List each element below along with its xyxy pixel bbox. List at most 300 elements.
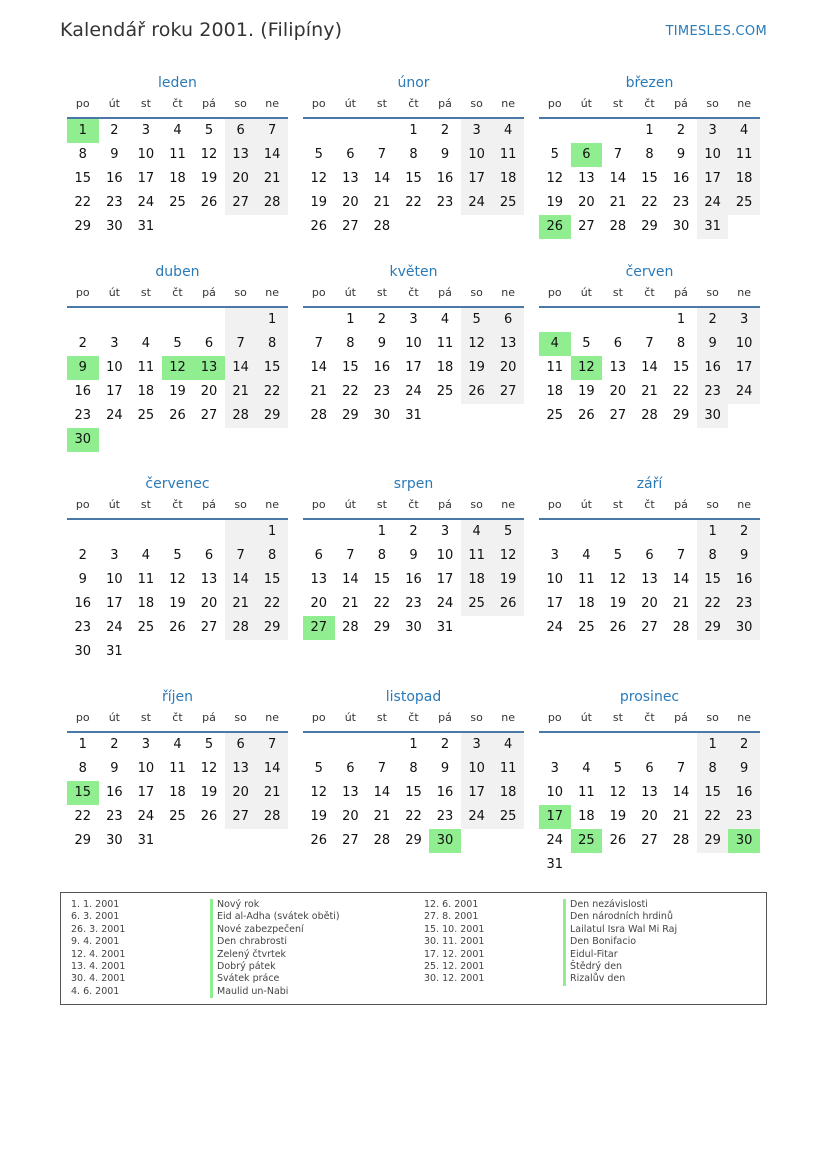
day-cell: 23 — [436, 195, 454, 210]
day-cell: 23 — [436, 809, 454, 824]
day-grid — [67, 119, 288, 239]
empty-cell — [492, 616, 524, 640]
day-cell: 7 — [225, 332, 257, 356]
weekday-label: so — [470, 498, 483, 511]
weekday-header — [67, 282, 288, 308]
day-cell: 23 — [106, 809, 123, 824]
legend-dates-left — [71, 899, 125, 998]
legend-holiday-name: Zelený čtvrtek — [210, 949, 340, 961]
empty-cell — [398, 215, 430, 239]
empty-cell — [429, 404, 461, 428]
day-cell: 12 — [162, 356, 194, 380]
empty-cell — [225, 428, 257, 452]
empty-cell — [162, 308, 194, 332]
day-cell: 16 — [697, 356, 729, 380]
weekday-label: čt — [172, 498, 183, 511]
empty-cell — [130, 308, 162, 332]
day-cell: 19 — [200, 171, 218, 186]
legend-holiday-name: Štědrý den — [563, 961, 677, 973]
day-cell: 19 — [169, 596, 186, 611]
day-cell: 13 — [578, 171, 595, 186]
weekday-label: pá — [438, 286, 452, 299]
legend-date: 15. 10. 2001 — [424, 923, 485, 935]
empty-cell — [571, 853, 603, 877]
day-cell: 11 — [546, 360, 564, 375]
day-cell: 6 — [204, 336, 214, 351]
day-cell: 30 — [429, 829, 461, 853]
day-cell: 17 — [137, 171, 155, 186]
day-cell: 7 — [377, 761, 387, 776]
day-grid — [539, 119, 760, 239]
day-cell: 4 — [539, 332, 571, 356]
weekday-label: út — [580, 286, 592, 299]
day-cell: 8 — [346, 336, 355, 351]
weekday-label: so — [234, 498, 247, 511]
weekday-label: čt — [644, 97, 655, 110]
weekday-label: ne — [737, 711, 752, 724]
weekday-label: pá — [202, 711, 216, 724]
day-cell: 23 — [728, 805, 760, 829]
day-cell: 27 — [342, 833, 359, 848]
day-cell: 9 — [110, 147, 119, 162]
day-cell: 8 — [256, 544, 288, 568]
weekday-header — [539, 282, 760, 308]
empty-cell — [303, 733, 335, 757]
holiday-legend — [60, 892, 767, 1005]
day-cell: 22 — [672, 384, 690, 399]
day-cell: 27 — [641, 620, 658, 635]
weekday-label: pá — [438, 711, 452, 724]
weekday-label: ne — [265, 711, 280, 724]
weekday-label: st — [376, 286, 387, 299]
day-cell: 2 — [78, 548, 87, 563]
day-cell: 10 — [106, 572, 123, 587]
weekday-label: út — [344, 97, 356, 110]
day-cell: 28 — [373, 219, 391, 234]
weekday-label: út — [580, 97, 592, 110]
day-cell: 11 — [728, 143, 760, 167]
day-cell: 28 — [672, 620, 690, 635]
weekday-label: st — [612, 711, 623, 724]
day-cell: 24 — [546, 620, 564, 635]
day-cell: 22 — [342, 384, 359, 399]
weekday-label: pá — [674, 286, 688, 299]
day-cell: 21 — [609, 195, 627, 210]
weekday-label: út — [108, 97, 120, 110]
day-cell: 30 — [106, 219, 123, 234]
day-cell: 29 — [74, 219, 92, 234]
day-cell: 13 — [609, 360, 627, 375]
day-cell: 6 — [645, 548, 654, 563]
day-cell: 17 — [137, 785, 155, 800]
day-cell: 29 — [672, 408, 690, 423]
day-cell: 3 — [110, 336, 119, 351]
empty-cell — [539, 308, 571, 332]
weekday-label: út — [344, 286, 356, 299]
day-cell: 11 — [436, 336, 454, 351]
legend-holiday-name: Den národních hrdinů — [563, 911, 677, 923]
day-grid — [303, 308, 524, 428]
day-cell: 2 — [110, 737, 119, 752]
day-cell: 1 — [409, 123, 418, 138]
empty-cell — [162, 428, 194, 452]
legend-holiday-name: Eid al-Adha (svátek oběti) — [210, 911, 340, 923]
day-cell: 9 — [440, 761, 450, 776]
empty-cell — [492, 404, 524, 428]
day-cell: 16 — [106, 171, 123, 186]
day-cell: 21 — [256, 167, 288, 191]
day-cell: 30 — [728, 616, 760, 640]
empty-cell — [634, 520, 666, 544]
day-cell: 26 — [310, 219, 328, 234]
page-title: Kalendář roku 2001. (Filipíny) — [60, 19, 343, 41]
day-cell: 2 — [78, 336, 87, 351]
day-cell: 4 — [440, 312, 450, 327]
month-name: červen — [625, 264, 674, 280]
day-cell: 11 — [169, 761, 186, 776]
legend-dates-right — [424, 899, 484, 986]
day-cell: 7 — [377, 147, 387, 162]
day-cell: 6 — [225, 119, 257, 143]
day-cell: 10 — [546, 572, 564, 587]
day-cell: 23 — [672, 195, 690, 210]
weekday-label: pá — [674, 97, 688, 110]
day-cell: 11 — [461, 544, 493, 568]
weekday-label: pá — [438, 97, 452, 110]
day-cell: 25 — [436, 384, 454, 399]
empty-cell — [571, 119, 603, 143]
day-cell: 19 — [578, 384, 595, 399]
day-cell: 9 — [110, 761, 119, 776]
weekday-header — [303, 494, 524, 520]
weekday-label: po — [75, 97, 90, 110]
empty-cell — [571, 733, 603, 757]
day-cell: 21 — [373, 809, 391, 824]
day-cell: 22 — [74, 195, 92, 210]
day-cell: 27 — [492, 380, 524, 404]
day-cell: 8 — [78, 761, 87, 776]
weekday-label: so — [234, 97, 247, 110]
month-6 — [539, 262, 760, 428]
day-cell: 14 — [342, 572, 359, 587]
legend-date: 12. 6. 2001 — [424, 899, 479, 910]
day-cell: 9 — [728, 757, 760, 781]
day-cell: 7 — [676, 548, 686, 563]
legend-holiday-name: Maulid un-Nabi — [210, 986, 340, 998]
weekday-label: pá — [674, 711, 688, 724]
day-cell: 10 — [697, 143, 729, 167]
empty-cell — [665, 853, 697, 877]
day-cell: 8 — [377, 548, 387, 563]
day-cell: 2 — [440, 123, 450, 138]
day-cell: 3 — [550, 761, 559, 776]
day-cell: 3 — [550, 548, 559, 563]
day-cell: 30 — [697, 404, 729, 428]
month-3 — [539, 73, 760, 239]
day-cell: 25 — [571, 829, 603, 853]
day-cell: 15 — [67, 781, 99, 805]
legend-date: 25. 12. 2001 — [424, 960, 485, 972]
legend-holiday-name: Nový rok — [210, 899, 340, 911]
weekday-label: po — [75, 286, 90, 299]
day-cell: 8 — [78, 147, 87, 162]
month-2 — [303, 73, 524, 239]
day-cell: 4 — [173, 737, 182, 752]
month-1 — [67, 73, 288, 239]
day-cell: 19 — [200, 785, 218, 800]
brand-link[interactable]: TIMESLES.COM — [665, 24, 767, 39]
weekday-header — [303, 707, 524, 733]
day-cell: 17 — [436, 572, 454, 587]
empty-cell — [225, 215, 257, 239]
day-cell: 8 — [697, 544, 729, 568]
day-cell: 18 — [169, 785, 186, 800]
weekday-label: út — [108, 498, 120, 511]
day-cell: 26 — [200, 195, 218, 210]
day-cell: 13 — [641, 572, 658, 587]
empty-cell — [130, 640, 162, 664]
day-cell: 13 — [342, 785, 359, 800]
day-cell: 25 — [546, 408, 564, 423]
day-cell: 15 — [697, 781, 729, 805]
day-cell: 17 — [728, 356, 760, 380]
day-cell: 21 — [672, 596, 690, 611]
weekday-header — [67, 93, 288, 119]
legend-date: 17. 12. 2001 — [424, 948, 485, 960]
day-cell: 7 — [346, 548, 355, 563]
day-cell: 15 — [641, 171, 658, 186]
weekday-header — [539, 93, 760, 119]
day-cell: 3 — [461, 119, 493, 143]
legend-date: 6. 3. 2001 — [71, 911, 120, 923]
weekday-label: po — [75, 711, 90, 724]
day-cell: 12 — [310, 785, 328, 800]
day-cell: 11 — [137, 360, 155, 375]
empty-cell — [225, 640, 257, 664]
day-cell: 12 — [200, 761, 218, 776]
day-cell: 12 — [169, 572, 186, 587]
day-cell: 25 — [169, 809, 186, 824]
legend-holiday-name: Lailatul Isra Wal Mi Raj — [563, 924, 677, 936]
day-grid — [539, 520, 760, 640]
day-cell: 5 — [204, 737, 214, 752]
day-cell: 8 — [676, 336, 686, 351]
legend-date: 30. 11. 2001 — [424, 936, 485, 948]
day-cell: 6 — [346, 761, 355, 776]
day-cell: 2 — [110, 123, 119, 138]
empty-cell — [461, 404, 493, 428]
day-cell: 30 — [67, 428, 99, 452]
day-cell: 6 — [571, 143, 603, 167]
day-grid — [67, 520, 288, 664]
day-cell: 13 — [342, 171, 359, 186]
weekday-label: čt — [408, 286, 419, 299]
day-cell: 10 — [728, 332, 760, 356]
day-cell: 15 — [342, 360, 359, 375]
day-cell: 8 — [409, 761, 418, 776]
weekday-label: so — [706, 498, 719, 511]
day-cell: 23 — [373, 384, 391, 399]
day-cell: 16 — [74, 596, 92, 611]
day-cell: 21 — [225, 380, 257, 404]
day-cell: 28 — [256, 805, 288, 829]
legend-holiday-name: Nové zabezpečení — [210, 924, 340, 936]
day-grid — [303, 520, 524, 640]
day-cell: 20 — [641, 809, 658, 824]
day-cell: 14 — [609, 171, 627, 186]
day-cell: 24 — [728, 380, 760, 404]
day-cell: 6 — [314, 548, 323, 563]
empty-cell — [461, 215, 493, 239]
month-name: září — [636, 476, 663, 492]
empty-cell — [67, 520, 99, 544]
day-cell: 26 — [492, 592, 524, 616]
day-cell: 11 — [169, 147, 186, 162]
day-cell: 18 — [137, 384, 155, 399]
day-cell: 7 — [676, 761, 686, 776]
day-cell: 11 — [578, 785, 595, 800]
day-cell: 10 — [137, 147, 155, 162]
day-cell: 27 — [200, 620, 218, 635]
day-cell: 8 — [645, 147, 654, 162]
day-cell: 21 — [225, 592, 257, 616]
empty-cell — [492, 829, 524, 853]
empty-cell — [492, 215, 524, 239]
day-cell: 3 — [409, 312, 418, 327]
day-cell: 8 — [697, 757, 729, 781]
weekday-label: st — [376, 711, 387, 724]
day-cell: 26 — [539, 215, 571, 239]
empty-cell — [665, 733, 697, 757]
empty-cell — [602, 308, 634, 332]
day-cell: 21 — [672, 809, 690, 824]
legend-names-right — [563, 899, 677, 986]
day-cell: 28 — [225, 616, 257, 640]
day-cell: 12 — [609, 572, 627, 587]
day-cell: 26 — [609, 620, 627, 635]
empty-cell — [335, 520, 367, 544]
day-cell: 7 — [256, 733, 288, 757]
day-cell: 23 — [74, 620, 92, 635]
empty-cell — [539, 520, 571, 544]
day-cell: 28 — [310, 408, 328, 423]
empty-cell — [335, 119, 367, 143]
day-cell: 15 — [405, 785, 422, 800]
day-cell: 20 — [578, 195, 595, 210]
weekday-label: so — [706, 711, 719, 724]
month-name: leden — [158, 75, 197, 91]
day-cell: 24 — [106, 408, 123, 423]
day-cell: 5 — [613, 761, 623, 776]
day-cell: 20 — [492, 356, 524, 380]
empty-cell — [256, 640, 288, 664]
weekday-label: po — [311, 97, 326, 110]
legend-holiday-name: Dobrý pátek — [210, 961, 340, 973]
day-cell: 29 — [74, 833, 92, 848]
day-cell: 1 — [256, 308, 288, 332]
day-cell: 30 — [106, 833, 123, 848]
day-cell: 23 — [405, 596, 422, 611]
day-cell: 5 — [550, 147, 559, 162]
day-cell: 1 — [676, 312, 686, 327]
day-cell: 1 — [78, 737, 87, 752]
day-cell: 21 — [310, 384, 328, 399]
empty-cell — [130, 520, 162, 544]
legend-holiday-name: Den nezávislosti — [563, 899, 677, 911]
day-cell: 22 — [697, 592, 729, 616]
day-cell: 28 — [225, 404, 257, 428]
day-cell: 7 — [645, 336, 654, 351]
empty-cell — [571, 308, 603, 332]
day-cell: 3 — [697, 119, 729, 143]
month-name: prosinec — [619, 689, 680, 705]
day-cell: 14 — [672, 785, 690, 800]
legend-holiday-name: Eidul-Fitar — [563, 949, 677, 961]
day-cell: 20 — [200, 384, 218, 399]
weekday-label: po — [547, 286, 562, 299]
day-cell: 14 — [672, 572, 690, 587]
day-cell: 6 — [225, 733, 257, 757]
day-cell: 20 — [342, 195, 359, 210]
day-cell: 1 — [377, 524, 387, 539]
day-cell: 3 — [141, 123, 151, 138]
day-cell: 9 — [697, 332, 729, 356]
day-cell: 13 — [225, 757, 257, 781]
day-cell: 24 — [137, 195, 155, 210]
day-cell: 31 — [436, 620, 454, 635]
day-cell: 24 — [697, 191, 729, 215]
day-cell: 4 — [141, 336, 151, 351]
day-cell: 1 — [67, 119, 99, 143]
day-cell: 25 — [728, 191, 760, 215]
day-cell: 24 — [137, 809, 155, 824]
empty-cell — [665, 520, 697, 544]
day-cell: 14 — [373, 785, 391, 800]
day-cell: 13 — [310, 572, 328, 587]
day-cell: 30 — [373, 408, 391, 423]
day-cell: 14 — [310, 360, 328, 375]
legend-holiday-name: Svátek práce — [210, 973, 340, 985]
empty-cell — [193, 215, 225, 239]
empty-cell — [99, 308, 131, 332]
day-cell: 29 — [697, 829, 729, 853]
day-cell: 18 — [492, 781, 524, 805]
day-cell: 2 — [409, 524, 418, 539]
day-cell: 14 — [256, 757, 288, 781]
day-cell: 3 — [141, 737, 151, 752]
empty-cell — [602, 119, 634, 143]
day-cell: 17 — [539, 805, 571, 829]
day-cell: 27 — [342, 219, 359, 234]
day-cell: 14 — [256, 143, 288, 167]
empty-cell — [303, 119, 335, 143]
empty-cell — [366, 733, 398, 757]
day-cell: 6 — [492, 308, 524, 332]
empty-cell — [67, 308, 99, 332]
day-cell: 15 — [256, 568, 288, 592]
day-cell: 24 — [106, 620, 123, 635]
empty-cell — [303, 520, 335, 544]
empty-cell — [634, 733, 666, 757]
month-name: červenec — [145, 476, 210, 492]
day-cell: 12 — [546, 171, 564, 186]
day-cell: 25 — [137, 408, 155, 423]
day-cell: 19 — [546, 195, 564, 210]
day-cell: 12 — [461, 332, 493, 356]
day-cell: 8 — [409, 147, 418, 162]
day-cell: 4 — [461, 520, 493, 544]
day-cell: 4 — [492, 733, 524, 757]
